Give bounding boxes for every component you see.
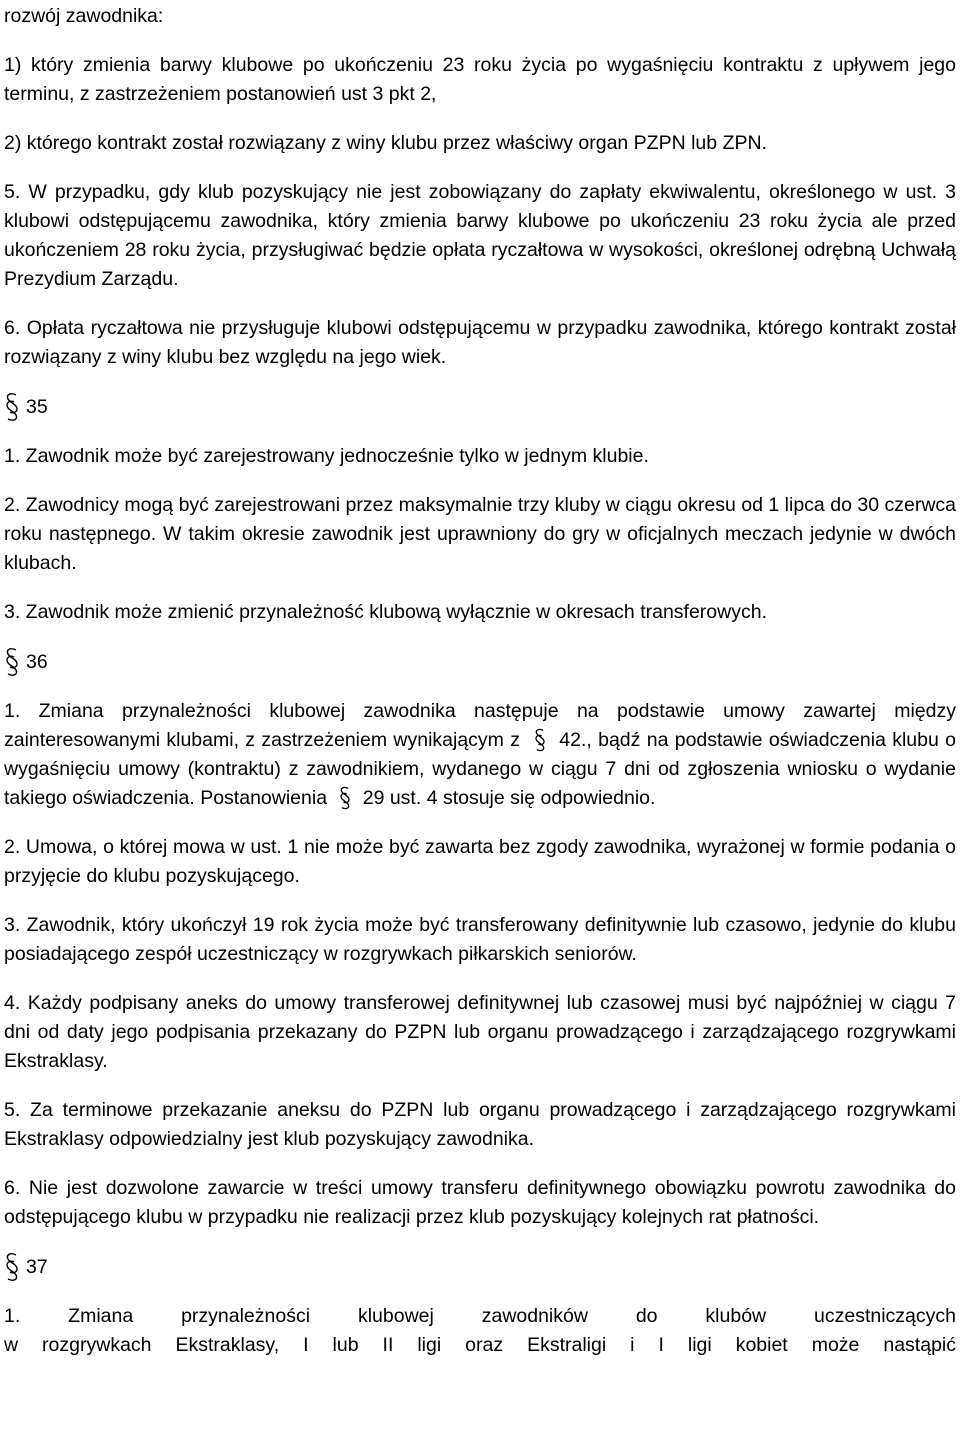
paragraph-36-4: 4. Każdy podpisany aneks do umowy transferowej definitywnej lub czasowej musi być najpóźniej w ciągu 7 dni od daty jego podpisania przekazany do PZPN lub organu prowadzącego i zarządzającego rozgrywkami Ekstraklasy. xyxy=(4,992,956,1072)
paragraph-37-1-line-2: w rozgrywkach Ekstraklasy, I lub II ligi oraz Ekstraligi i I ligi kobiet może nastąpić xyxy=(4,1334,956,1356)
paragraph-35-3: 3. Zawodnik może zmienić przynależność klubową wyłącznie w okresach transferowych. xyxy=(4,601,767,623)
section-heading-37 xyxy=(4,1252,956,1282)
paragraph-36-1-part-a: 1. Zmiana przynależności klubowej zawodnika następuje na podstawie umowy zawartej między zainteresowanymi klubami, z zastrzeżeniem wynikającym z xyxy=(4,700,956,751)
paragraph-intro: rozwój zawodnika: xyxy=(4,5,164,27)
section-sign-icon xyxy=(4,392,20,422)
paragraph-item-2: 2) którego kontrakt został rozwiązany z winy klubu przez właściwy organ PZPN lub ZPN. xyxy=(4,132,767,154)
section-sign-icon xyxy=(338,786,352,810)
paragraph-point-5: 5. W przypadku, gdy klub pozyskujący nie jest zobowiązany do zapłaty ekwiwalentu, określonego w ust. 3 klubowi odstępującemu zawodnika, który zmienia barwy klubowe po ukończeniu 23 roku życia ale przed ukończeniem 28 roku życia, przysługiwać będzie opłata ryczałtowa w wysokości, określonej odrębną Uchwałą Prezydium Zarządu. xyxy=(4,181,956,290)
paragraph-36-1-part-b: 42., bądź na podstawie oświadczenia klubu o wygaśnięciu umowy (kontraktu) z zawodnikiem, wydanego w ciągu 7 dni od zgłoszenia wniosku o wydanie takiego oświadczenia. Postanowienia xyxy=(4,729,957,809)
paragraph-36-3: 3. Zawodnik, który ukończył 19 rok życia może być transferowany definitywnie lub czasowo, jedynie do klubu posiadającego zespół uczestniczący w rozgrywkach piłkarskich seniorów. xyxy=(4,914,956,965)
section-number: 36 xyxy=(26,650,48,673)
paragraph-item-1: 1) który zmienia barwy klubowe po ukończeniu 23 roku życia po wygaśnięciu kontraktu z upływem jego terminu, z zastrzeżeniem postanowień ust 3 pkt 2, xyxy=(4,54,956,105)
paragraph-37-1-line-1: 1. Zmiana przynależności klubowej zawodników do klubów uczestniczących xyxy=(4,1305,956,1327)
paragraph-36-5: 5. Za terminowe przekazanie aneksu do PZPN lub organu prowadzącego i zarządzającego rozgrywkami Ekstraklasy odpowiedzialny jest klub pozyskujący zawodnika. xyxy=(4,1099,956,1150)
paragraph-36-2: 2. Umowa, o której mowa w ust. 1 nie może być zawarta bez zgody zawodnika, wyrażonej w formie podania o przyjęcie do klubu pozyskującego. xyxy=(4,836,956,887)
document-page xyxy=(4,0,956,1360)
section-heading-36 xyxy=(4,647,956,677)
paragraph-35-1: 1. Zawodnik może być zarejestrowany jednocześnie tylko w jednym klubie. xyxy=(4,445,649,467)
paragraph-35-2: 2. Zawodnicy mogą być zarejestrowani przez maksymalnie trzy kluby w ciągu okresu od 1 lipca do 30 czerwca roku następnego. W takim okresie zawodnik jest uprawniony do gry w oficjalnych meczach jedynie w dwóch klubach. xyxy=(4,494,956,574)
paragraph-36-1 xyxy=(4,697,956,813)
section-sign-icon xyxy=(4,1252,20,1282)
section-number: 37 xyxy=(26,1255,48,1278)
paragraph-36-1-part-c: 29 ust. 4 stosuje się odpowiednio. xyxy=(362,787,656,809)
paragraph-36-6: 6. Nie jest dozwolone zawarcie w treści umowy transferu definitywnego obowiązku powrotu zawodnika do odstępującego klubu w przypadku nie realizacji przez klub pozyskujący kolejnych rat płatności. xyxy=(4,1177,956,1228)
paragraph-point-6: 6. Opłata ryczałtowa nie przysługuje klubowi odstępującemu w przypadku zawodnika, którego kontrakt został rozwiązany z winy klubu bez względu na jego wiek. xyxy=(4,317,956,368)
section-number: 35 xyxy=(26,395,48,418)
section-heading-35 xyxy=(4,392,956,422)
section-sign-icon xyxy=(533,728,547,752)
section-sign-icon xyxy=(4,647,20,677)
